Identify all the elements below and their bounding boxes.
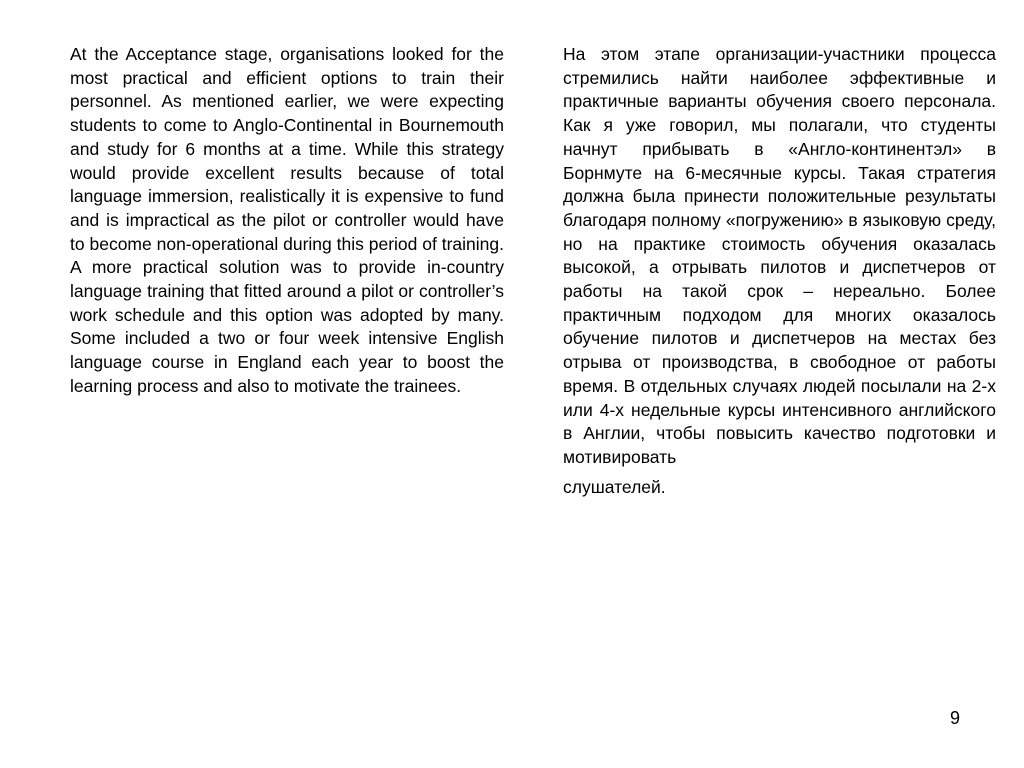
russian-paragraph [563, 43, 996, 499]
russian-paragraph-last-line: слушателей. [563, 476, 666, 497]
russian-paragraph-body: На этом этапе организации-участники процесса стремились найти наиболее эффективные и практичные варианты обучения своего персонала. Как я уже говорил, мы полагали, что студенты начнут прибывать в «Англо-континентэл» в Борнмуте на 6-месячные курсы. Такая стратегия должна была принести положительные результаты благодаря полному «погружению» в языковую среду, но на практике стоимость обучения оказалась высокой, а отрывать пилотов и диспетчеров от работы на такой срок – нереально. Более практичным подходом для многих оказалось обучение пилотов и диспетчеров на местах без отрыва от производства, в свободное от работы время. В отдельных случаях людей посылали на 2-х или 4-х недельные курсы интенсивного английского в Англии, чтобы повысить качество подготовки и мотивировать [563, 44, 996, 467]
page-number: 9 [950, 708, 961, 728]
english-paragraph: At the Acceptance stage, organisations looked for the most practical and efficient options to train their personnel. As mentioned earlier, we were expecting students to come to Anglo-Continental in Bournemouth and study for 6 months at a time. While this strategy would provide excellent results because of total language immersion, realistically it is expensive to fund and is impractical as the pilot or controller would have to become non-operational during this period of training. A more practical solution was to provide in-country language training that fitted around a pilot or controller’s work schedule and this option was adopted by many. Some included a two or four week intensive English language course in England each year to boost the learning process and also to motivate the trainees. [70, 44, 504, 396]
